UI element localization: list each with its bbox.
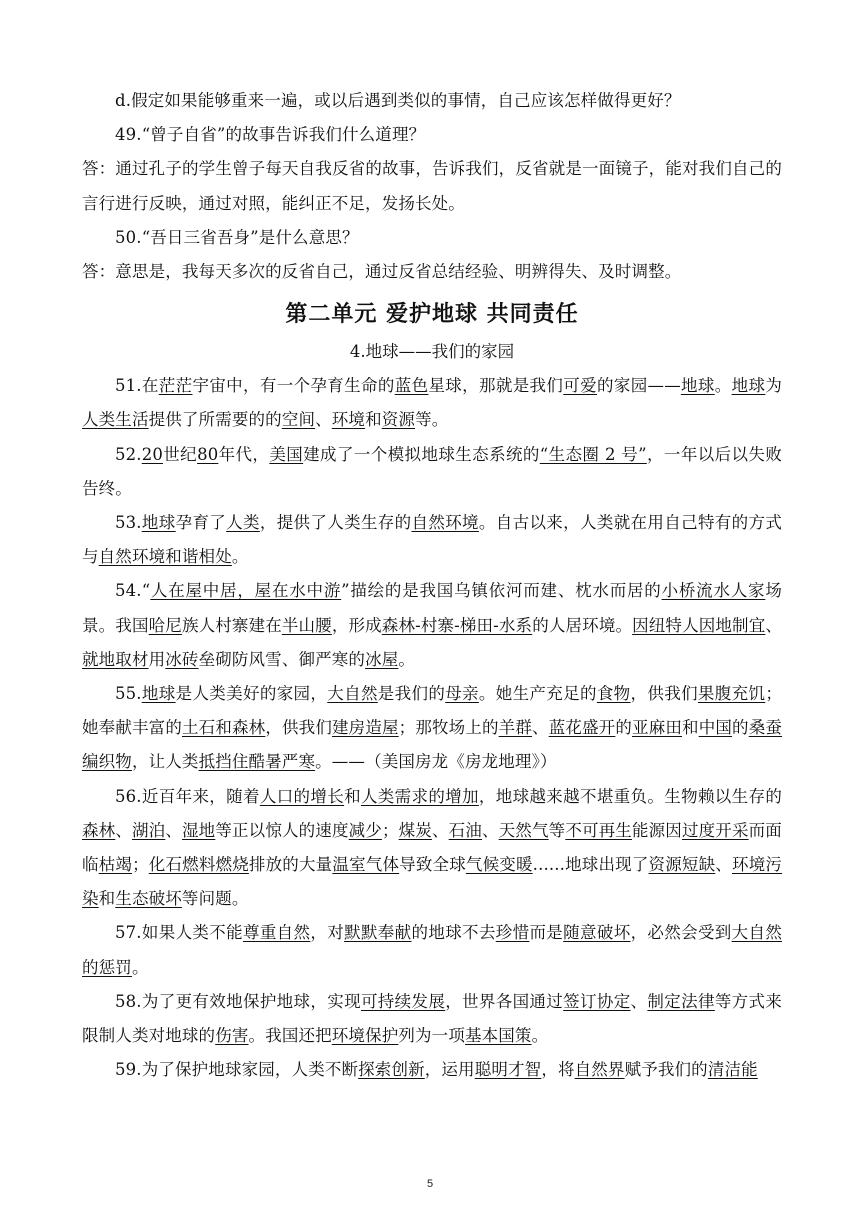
underlined-keyword: 冰砖	[165, 649, 199, 669]
text-segment: 、	[765, 615, 783, 635]
text-segment: ，地球越来越不堪重负。生物赖以生存的	[478, 786, 782, 806]
underlined-keyword: 食物	[596, 684, 631, 704]
underlined-keyword: 就地取材	[82, 649, 149, 669]
text-segment: 提供了所需要的的	[148, 410, 282, 430]
underlined-keyword: 亚麻田	[632, 718, 683, 738]
text-segment: 年代，	[218, 444, 270, 464]
question-49: 49.“曾子自省”的故事告诉我们什么道理？	[115, 125, 426, 145]
text-segment: ，将	[541, 1060, 575, 1080]
text-segment: 、	[431, 820, 449, 840]
underlined-keyword: 人口的增长	[259, 786, 345, 806]
knowledge-item-56	[82, 780, 782, 917]
underlined-keyword: 枯竭	[98, 855, 133, 875]
knowledge-item-55	[82, 677, 782, 780]
text-segment: 54.“	[115, 581, 151, 601]
underlined-keyword: 环境保护	[331, 1026, 399, 1046]
underlined-keyword: 自然环境和谐相处	[98, 547, 232, 567]
text-segment: 等问题。	[181, 889, 249, 909]
list-item-d: d.假定如果能够重来一遍，或以后遇到类似的事情，自己应该怎样做得更好？	[115, 91, 681, 110]
underlined-keyword: 空间	[281, 410, 316, 430]
text-segment: 而面临	[82, 820, 782, 875]
text-segment: 列为一项	[398, 1026, 465, 1046]
text-segment: 。——（美国房龙《房龙地理》）	[315, 752, 557, 772]
answer-50: 答：意思是，我每天多次的反省自己，通过反省总结经验、明辨得失、及时调整。	[82, 262, 682, 282]
text-segment: 能源因	[631, 820, 682, 840]
underlined-keyword: 温室气体	[332, 855, 400, 875]
text-segment: 和	[344, 786, 361, 806]
underlined-keyword: 天然气	[498, 820, 549, 840]
underlined-keyword: 小桥流水人家	[661, 581, 766, 601]
knowledge-item-58	[82, 985, 782, 1053]
underlined-keyword: 环境污染	[82, 855, 783, 909]
text-segment: 是人类美好的家园，	[175, 684, 328, 704]
text-segment: 、	[715, 855, 732, 875]
text-segment: 56.近百年来，随着	[115, 786, 260, 806]
text-segment: 世纪	[163, 444, 198, 464]
text-segment: 的家园——	[596, 376, 681, 396]
underlined-keyword: 探索创新	[358, 1060, 425, 1080]
text-segment: 宇宙中，有一个孕育生命的	[192, 376, 395, 396]
text-segment: 。	[398, 649, 416, 669]
text-segment: ，供我们	[630, 684, 698, 704]
underlined-keyword: 桑蚕编织物	[82, 718, 783, 772]
text-segment: ，提供了人类生存的	[259, 513, 412, 533]
underlined-keyword: 环境	[331, 410, 366, 430]
text-segment: 垒砌防风雪、御严寒的	[198, 649, 366, 669]
underlined-keyword: 湖泊	[132, 820, 166, 840]
text-segment: 、	[315, 410, 332, 430]
underlined-keyword: 伤害	[215, 1026, 249, 1046]
underlined-keyword: 石油	[448, 820, 482, 840]
text-segment: 。自古以来，人类就在用自己特有的方式与	[82, 513, 782, 567]
underlined-keyword: 资源	[381, 410, 416, 430]
underlined-keyword: 尊重自然	[242, 923, 311, 943]
underlined-keyword: 森林-村寨-梯田-水系	[381, 615, 533, 635]
underlined-keyword: 地球	[141, 684, 176, 704]
underlined-keyword: 制定法律	[647, 991, 715, 1011]
text-segment: 赋予我们的	[624, 1060, 708, 1080]
underlined-keyword: 自然环境	[411, 513, 479, 533]
text-segment: 和	[682, 718, 699, 738]
text-segment: 、	[630, 991, 648, 1011]
page-number: 5	[426, 1178, 434, 1190]
underlined-keyword: 签订协定	[563, 991, 631, 1011]
text-segment: ；	[381, 820, 399, 840]
underlined-keyword: 人类需求的增加	[360, 786, 479, 806]
underlined-keyword: 人在屋中居，屋在水中游	[150, 581, 342, 601]
text-segment: ，运用	[424, 1060, 475, 1080]
underlined-keyword: 地球	[141, 513, 176, 533]
text-segment: 51.在	[115, 376, 159, 396]
underlined-keyword: 地球	[680, 376, 715, 396]
text-segment: ，形成	[331, 615, 382, 635]
text-segment: 而是	[529, 923, 564, 943]
knowledge-item-52	[82, 438, 782, 506]
underlined-keyword: 羊群	[498, 718, 533, 738]
underlined-keyword: 蓝色	[394, 376, 429, 396]
underlined-keyword: 茫茫	[158, 376, 193, 396]
underlined-keyword: “生态圈 2 号”	[539, 444, 647, 464]
text-segment: 和	[365, 410, 382, 430]
text-segment: 、	[532, 718, 549, 738]
text-segment: 、	[481, 820, 499, 840]
underlined-keyword: 减少	[348, 820, 382, 840]
text-segment: 。我国还把	[248, 1026, 332, 1046]
text-segment: ，供我们	[265, 718, 332, 738]
text-segment: ，一年以后以失败告终。	[82, 444, 782, 498]
text-segment: 。	[531, 1026, 549, 1046]
text-segment: 为	[765, 376, 782, 396]
underlined-keyword: 大自然	[327, 684, 378, 704]
unit-title: 第二单元 爱护地球 共同责任	[285, 302, 579, 328]
text-segment: ，世界各国通过	[445, 991, 564, 1011]
underlined-keyword: 气候变暖	[465, 855, 533, 875]
text-segment: 用	[148, 649, 166, 669]
text-segment: ，让人类	[131, 752, 199, 772]
underlined-keyword: 珍惜	[495, 923, 530, 943]
text-segment: 场景。我国	[82, 581, 782, 635]
text-segment: ，对	[310, 923, 345, 943]
text-segment: ”描绘的是我国乌镇依河而建、枕水而居的	[341, 581, 662, 601]
underlined-keyword: 地球	[731, 376, 766, 396]
underlined-keyword: 湿地	[182, 820, 216, 840]
text-segment: 53.	[115, 513, 142, 533]
underlined-keyword: 自然界	[574, 1060, 625, 1080]
underlined-keyword: 资源短缺	[648, 855, 716, 875]
underlined-keyword: 可持续发展	[360, 991, 446, 1011]
underlined-keyword: 半山腰	[281, 615, 332, 635]
underlined-keyword: 大自然的惩罚	[82, 923, 783, 977]
underlined-keyword: 基本国策	[464, 1026, 532, 1046]
text-segment: ；那牧场上的	[398, 718, 499, 738]
text-segment: 等正以惊人的速度	[215, 820, 349, 840]
underlined-keyword: 美国	[269, 444, 304, 464]
text-segment: ；	[132, 855, 149, 875]
underlined-keyword: 过度开采	[681, 820, 749, 840]
text-segment: 等方式来限制人类对地球的	[82, 991, 783, 1046]
underlined-keyword: 默默奉献	[344, 923, 412, 943]
underlined-keyword: 因纽特人因地制宜	[632, 615, 766, 635]
text-segment: 星球，那就是我们	[428, 376, 564, 396]
underlined-keyword: 人类生活	[82, 410, 149, 430]
text-segment: 。	[131, 957, 149, 977]
underlined-keyword: 冰屋	[365, 649, 399, 669]
text-segment: 58.为了更有效地保护地球，实现	[115, 991, 361, 1011]
text-segment: 是我们的	[377, 684, 446, 704]
underlined-keyword: 抵挡住酷暑严寒	[198, 752, 316, 772]
text-segment: 57.如果人类不能	[115, 923, 243, 943]
text-segment: 和	[98, 889, 116, 909]
text-segment: 等	[548, 820, 566, 840]
text-segment: 。她生产充足的	[478, 684, 597, 704]
underlined-keyword: 果腹充饥	[697, 684, 766, 704]
knowledge-item-54	[82, 574, 782, 677]
text-segment: 的	[732, 718, 749, 738]
text-segment: ；她奉献丰富的	[82, 684, 782, 738]
knowledge-item-53	[82, 506, 782, 574]
text-segment: 孕育了	[175, 513, 227, 533]
underlined-keyword: 化石燃料燃烧	[148, 855, 249, 875]
text-segment: ......地球出现了	[532, 855, 649, 875]
underlined-keyword: 煤炭	[398, 820, 432, 840]
knowledge-item-57	[82, 916, 782, 984]
text-segment: 、	[115, 820, 132, 840]
text-segment: 的人居环境。	[532, 615, 633, 635]
text-segment: 55.	[115, 684, 142, 704]
text-segment: 排放的大量	[248, 855, 333, 875]
page-content	[82, 84, 782, 1087]
underlined-keyword: 中国	[698, 718, 733, 738]
text-segment: 59.为了保护地球家园，人类不断	[115, 1060, 359, 1080]
underlined-keyword: 哈尼	[148, 615, 182, 635]
text-segment: 等。	[415, 410, 449, 430]
underlined-keyword: 清洁能	[707, 1060, 758, 1080]
text-segment: 。	[231, 547, 249, 567]
lesson-title: 4.地球——我们的家园	[349, 342, 515, 362]
text-segment: 、	[165, 820, 182, 840]
underlined-keyword: 20	[141, 444, 163, 464]
text-segment: ，必然会受到	[630, 923, 732, 943]
text-segment: 导致全球	[399, 855, 466, 875]
underlined-keyword: 土石和森林	[182, 718, 266, 738]
text-segment: 的地球不去	[411, 923, 496, 943]
answer-49: 答：通过孔子的学生曾子每天自我反省的故事，告诉我们，反省就是一面镜子，能对我们自己的言行进行反映，通过对照，能纠正不足，发扬长处。	[82, 159, 782, 213]
text-segment: 的	[615, 718, 633, 738]
underlined-keyword: 生态破坏	[115, 889, 182, 909]
underlined-keyword: 母亲	[445, 684, 479, 704]
underlined-keyword: 人类	[226, 513, 260, 533]
text-segment: 52.	[115, 444, 142, 464]
knowledge-item-51	[82, 369, 782, 437]
knowledge-item-59	[82, 1053, 782, 1087]
underlined-keyword: 不可再生	[565, 820, 632, 840]
underlined-keyword: 随意破坏	[563, 923, 631, 943]
text-segment: 族人村寨建在	[181, 615, 282, 635]
underlined-keyword: 建房造屋	[332, 718, 399, 738]
underlined-keyword: 森林	[82, 820, 116, 840]
text-segment: 。	[714, 376, 732, 396]
underlined-keyword: 可爱	[563, 376, 597, 396]
underlined-keyword: 蓝花盛开	[548, 718, 616, 738]
underlined-keyword: 80	[197, 444, 219, 464]
question-50: 50.“吾日三省吾身”是什么意思？	[115, 227, 359, 247]
underlined-keyword: 聪明才智	[474, 1060, 542, 1080]
text-segment: 建成了一个模拟地球生态系统的	[303, 444, 540, 464]
